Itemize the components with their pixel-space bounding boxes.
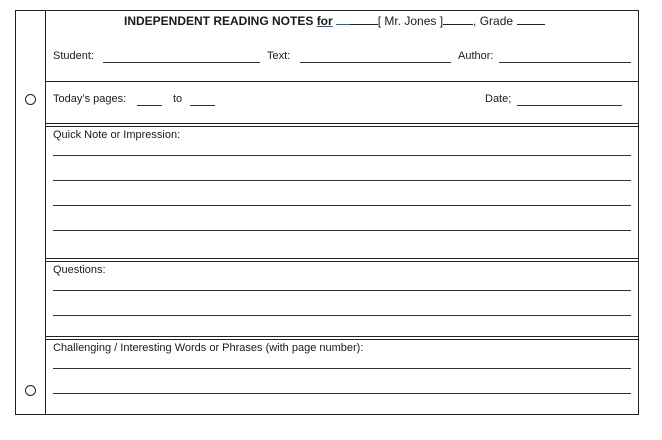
title-teacher: [ Mr. Jones ] [377,14,444,28]
hole-punch-bottom-icon [25,385,36,396]
grade-blank[interactable] [517,13,545,25]
title-main: INDEPENDENT READING NOTES [124,14,317,28]
quick-note-line-1[interactable] [53,155,631,156]
questions-heading: Questions: [53,264,106,276]
title-blank-2[interactable] [350,13,378,25]
divider-3 [46,258,639,262]
quick-note-line-3[interactable] [53,205,631,206]
hole-punch-top-icon [25,94,36,105]
divider-1 [46,81,639,82]
text-field[interactable] [300,62,451,63]
words-line-1[interactable] [53,368,631,369]
title-blank-1[interactable] [336,13,350,25]
divider-4 [46,336,639,340]
pages-to-label: to [173,93,183,105]
page-title [124,13,545,28]
pages-from-field[interactable] [137,105,162,106]
date-field[interactable] [517,105,622,106]
words-line-2[interactable] [53,393,631,394]
student-label: Student: [53,50,94,62]
questions-line-2[interactable] [53,315,631,316]
quick-note-heading: Quick Note or Impression: [53,129,181,141]
date-label: Date; [485,93,512,105]
divider-2 [46,123,639,127]
author-label: Author: [458,50,494,62]
student-field[interactable] [103,62,260,63]
title-for-link: for [316,14,333,28]
text-label: Text: [267,50,291,62]
questions-line-1[interactable] [53,290,631,291]
title-blank-3[interactable] [443,13,473,25]
author-field[interactable] [499,62,631,63]
title-grade-label: , Grade [473,14,514,28]
binder-margin-line [45,10,46,415]
todays-pages-label: Today’s pages: [53,93,127,105]
quick-note-line-2[interactable] [53,180,631,181]
pages-to-field[interactable] [190,105,215,106]
words-heading: Challenging / Interesting Words or Phrases (with page number): [53,342,364,354]
quick-note-line-4[interactable] [53,230,631,231]
